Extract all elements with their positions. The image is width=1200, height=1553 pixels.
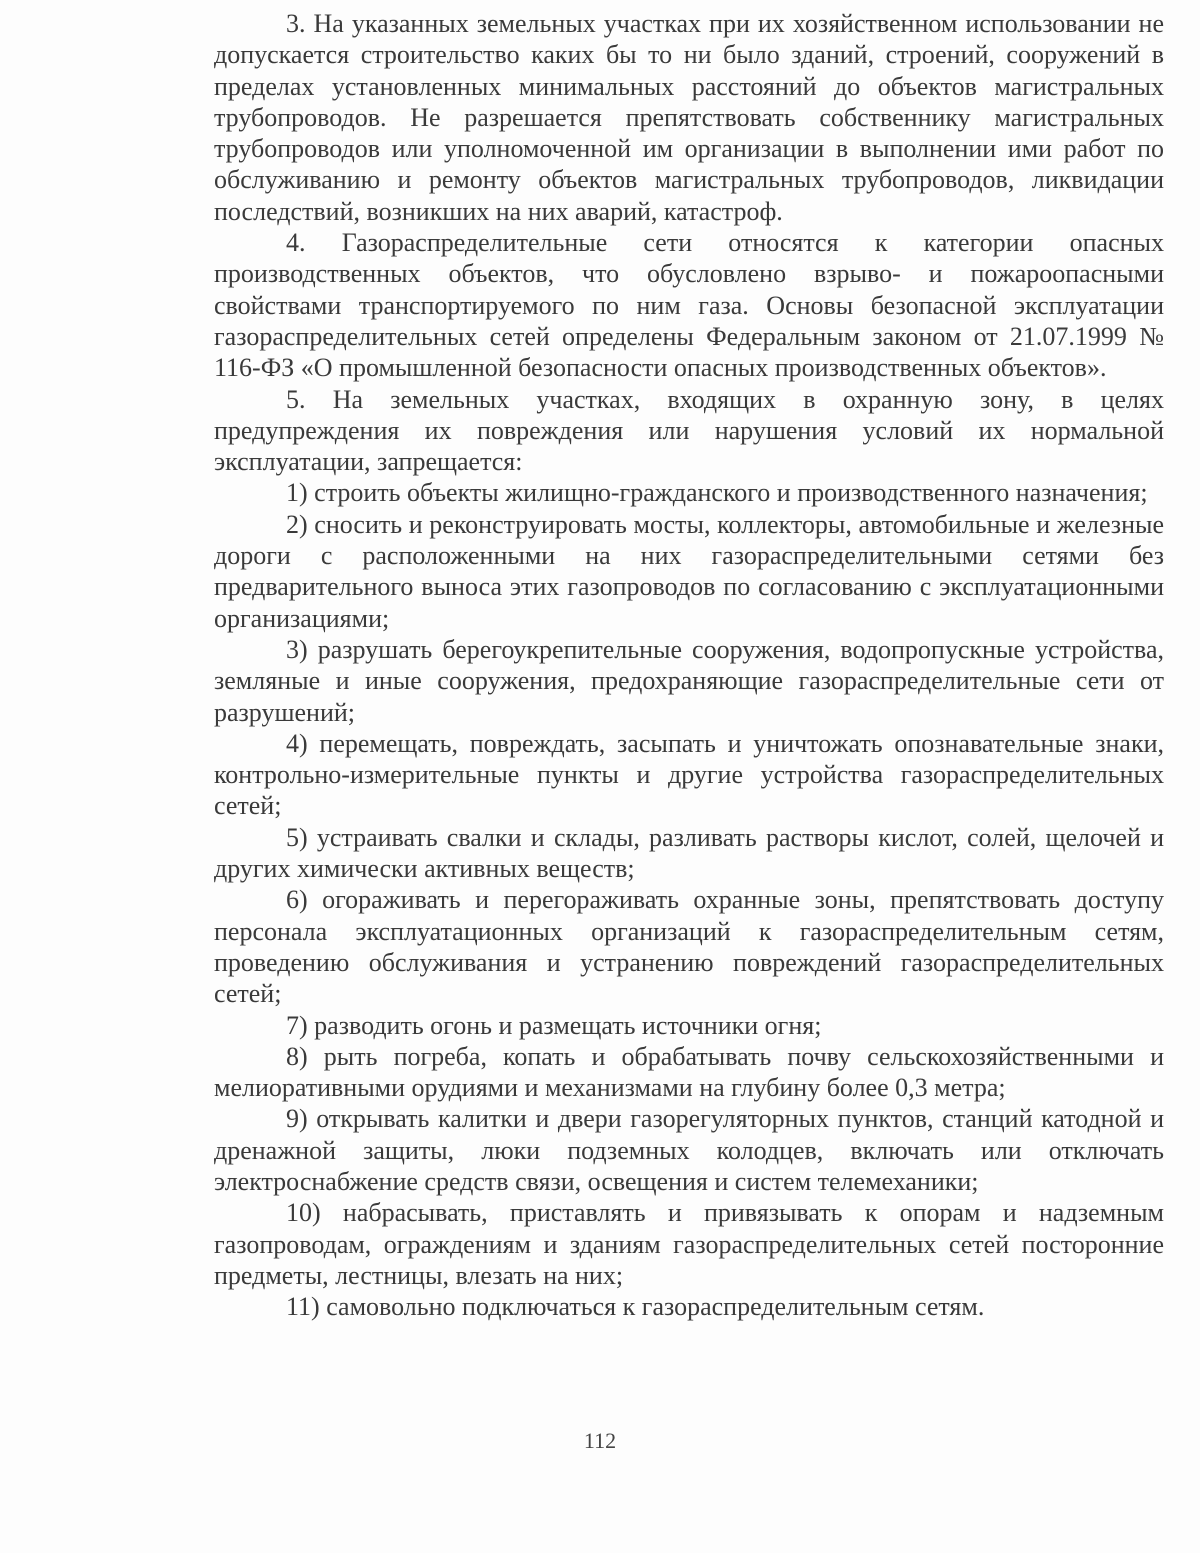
list-item-8: 8) рыть погреба, копать и обрабатывать почву сельскохозяйственными и мелиоративными орудиями и механизмами на глубину более 0,3 метра; xyxy=(214,1041,1164,1103)
page-number: 112 xyxy=(583,1428,617,1453)
list-item-10: 10) набрасывать, приставлять и привязывать к опорам и надземным газопроводам, ограждениям и зданиям газораспределительных сетей посторонние предметы, лестницы, влезать на них; xyxy=(214,1198,1164,1290)
list-item-4: 4) перемещать, повреждать, засыпать и уничтожать опознавательные знаки, контрольно-измерительные пункты и другие устройства газораспределительных сетей; xyxy=(214,728,1164,821)
list-item-11: 11) самовольно подключаться к газораспределительным сетям. xyxy=(286,1292,985,1322)
list-item-9: 9) открывать калитки и двери газорегуляторных пунктов, станций катодной и дренажной защиты, люки подземных колодцев, включать или отключать электроснабжение средств связи, освещения и систем телемеханики; xyxy=(214,1104,1164,1196)
paragraph-4: 4. Газораспределительные сети относятся к категории опасных производственных объектов, что обусловлено взрыво- и пожароопасными свойствами транспортируемого по ним газа. Основы безопасной эксплуатации газораспределительных сетей определены Федеральным законом от 21.07.1999 № 116-ФЗ «О промышленной безопасности опасных производственных объектов». xyxy=(214,228,1164,383)
list-item-1: 1) строить объекты жилищно-гражданского и производственного назначения; xyxy=(286,478,1148,508)
list-item-6: 6) огораживать и перегораживать охранные зоны, препятствовать доступу персонала эксплуатационных организаций к газораспределительным сетям, проведению обслуживания и устранению повреждений газораспределительных сетей; xyxy=(214,885,1164,1009)
body-text xyxy=(214,8,1164,1322)
list-item-5: 5) устраивать свалки и склады, разливать растворы кислот, солей, щелочей и других химически активных веществ; xyxy=(214,822,1164,884)
paragraph-5: 5. На земельных участках, входящих в охранную зону, в целях предупреждения их повреждения или нарушения условий их нормальной эксплуатации, запрещается: xyxy=(214,384,1164,477)
paragraph-3: 3. На указанных земельных участках при их хозяйственном использовании не допускается строительство каких бы то ни было зданий, строений, сооружений в пределах установленных минимальных расстояний до объектов магистральных трубопроводов. Не разрешается препятствовать собственнику магистральных трубопроводов или уполномоченной им организации в выполнении ими работ по обслуживанию и ремонту объектов магистральных трубопроводов, ликвидации последствий, возникших на них аварий, катастроф. xyxy=(214,9,1164,226)
list-item-2: 2) сносить и реконструировать мосты, коллекторы, автомобильные и железные дороги с расположенными на них газораспределительными сетями без предварительного выноса этих газопроводов по согласованию с эксплуатационными организациями; xyxy=(214,509,1164,633)
list-item-3: 3) разрушать берегоукрепительные сооружения, водопропускные устройства, земляные и иные сооружения, предохраняющие газораспределительные сети от разрушений; xyxy=(214,634,1164,727)
list-item-7: 7) разводить огонь и размещать источники огня; xyxy=(286,1010,822,1040)
